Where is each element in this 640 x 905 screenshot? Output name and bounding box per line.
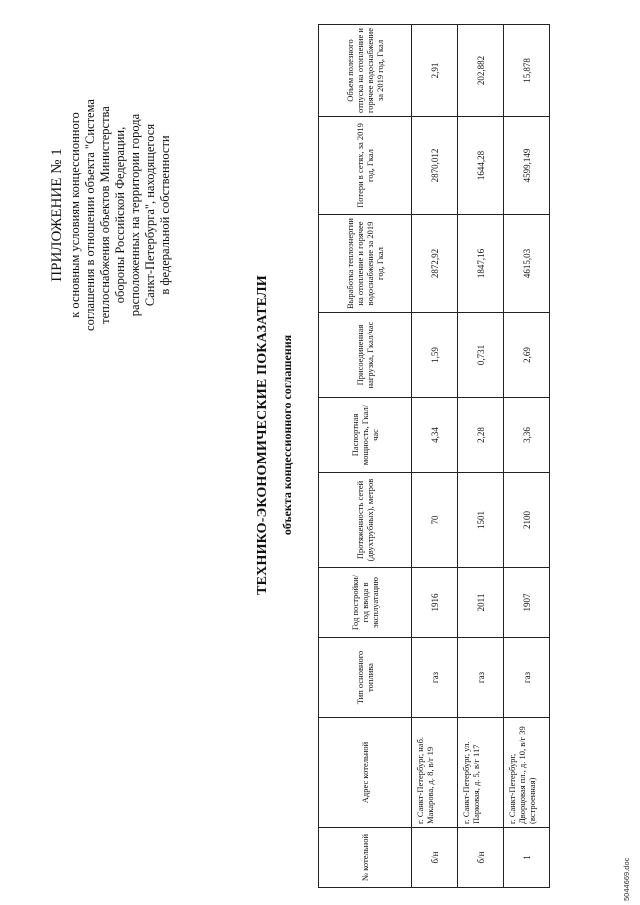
- appendix-block: [48, 25, 173, 405]
- table-header-row: [319, 25, 412, 888]
- header-rated-capacity: Паспортная мощность, Гкал/час: [319, 398, 412, 473]
- header-connected-load: Присоединенная нагрузка, Гкал/час: [319, 313, 412, 398]
- table-row: [458, 25, 504, 888]
- cell-output: 1847,16: [458, 215, 504, 313]
- cell-supply: 202,882: [458, 25, 504, 117]
- cell-capacity: 4,34: [412, 398, 458, 473]
- cell-losses: 4599,149: [504, 117, 550, 215]
- header-address: Адрес котельной: [319, 718, 412, 828]
- appendix-line: обороны Российской Федерации,: [113, 126, 127, 304]
- header-heat-output: Выработка теплоэнергии на отопление и горячее водоснабжение за 2019 год, Гкал: [319, 215, 412, 313]
- cell-output: 2872,92: [412, 215, 458, 313]
- cell-load: 1,59: [412, 313, 458, 398]
- cell-year: 1907: [504, 568, 550, 638]
- header-network-losses: Потери в сетях, за 2019 год, Гкал: [319, 117, 412, 215]
- cell-load: 2,69: [504, 313, 550, 398]
- appendix-line: в федеральной собственности: [158, 135, 172, 295]
- cell-fuel: газ: [412, 638, 458, 718]
- table-row: [412, 25, 458, 888]
- cell-length: 2100: [504, 473, 550, 568]
- cell-losses: 1644,28: [458, 117, 504, 215]
- cell-losses: 2870,012: [412, 117, 458, 215]
- cell-capacity: 2,28: [458, 398, 504, 473]
- cell-output: 4615,03: [504, 215, 550, 313]
- header-fuel-type: Тип основного топлива: [319, 638, 412, 718]
- indicators-table: [318, 24, 550, 888]
- document-file-id: 5044669.doc: [622, 857, 631, 901]
- cell-fuel: газ: [458, 638, 504, 718]
- cell-fuel: газ: [504, 638, 550, 718]
- header-useful-supply: Объем полезного отпуска на отопление и горячее водоснабжение за 2019 год, Гкал: [319, 25, 412, 117]
- appendix-line: соглашения в отношении объекта "Система: [83, 99, 97, 331]
- appendix-line: теплоснабжения объектов Министерства: [98, 106, 112, 324]
- document-title: ТЕХНИКО-ЭКОНОМИЧЕСКИЕ ПОКАЗАТЕЛИ: [255, 275, 270, 595]
- cell-address: г. Санкт-Петербург, ул. Парковая, д. 5, в/г 117: [458, 718, 504, 828]
- appendix-line: Санкт-Петербурга", находящегося: [143, 123, 157, 307]
- header-year: Год постройки/ год ввода в эксплуатацию: [319, 568, 412, 638]
- cell-no: 1: [504, 828, 550, 888]
- cell-supply: 15,878: [504, 25, 550, 117]
- cell-year: 1916: [412, 568, 458, 638]
- appendix-heading: ПРИЛОЖЕНИЕ № 1: [49, 148, 65, 282]
- header-network-length: Протяженность сетей (двухтрубных), метров: [319, 473, 412, 568]
- cell-no: б/н: [412, 828, 458, 888]
- cell-no: б/н: [458, 828, 504, 888]
- cell-address: г. Санкт-Петербург, наб. Макарова, д. 8, в/г 19: [412, 718, 458, 828]
- document-subtitle: объекта концессионного соглашения: [280, 334, 294, 536]
- cell-length: 1501: [458, 473, 504, 568]
- appendix-line: к основным условиям концессионного: [68, 112, 82, 318]
- cell-supply: 2,91: [412, 25, 458, 117]
- cell-address: г. Санкт-Петербург, Дворцовая пл., д. 10, в/г 39 (встроенная): [504, 718, 550, 828]
- cell-length: 70: [412, 473, 458, 568]
- cell-load: 0,731: [458, 313, 504, 398]
- header-boiler-number: № котельной: [319, 828, 412, 888]
- appendix-line: расположенных на территории города: [128, 113, 142, 317]
- cell-year: 2011: [458, 568, 504, 638]
- cell-capacity: 3,36: [504, 398, 550, 473]
- table-row: [504, 25, 550, 888]
